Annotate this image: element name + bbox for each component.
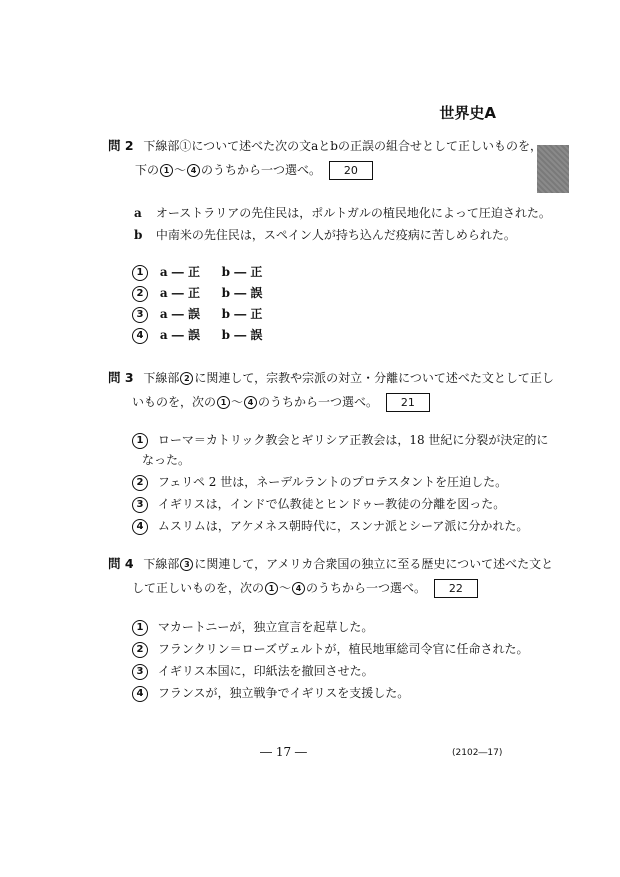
- circled-number: 1: [217, 396, 230, 409]
- circled-number: 1: [160, 164, 173, 177]
- statement-text: オーストラリアの先住民は，ポルトガルの植民地化によって圧迫された。: [155, 206, 551, 220]
- q3-options: [132, 430, 548, 536]
- answer-box-21[interactable]: 21: [386, 393, 430, 412]
- option-a-value: a ― 正: [159, 286, 200, 300]
- circled-number: 4: [292, 582, 305, 595]
- q2-option-2[interactable]: [132, 283, 262, 303]
- circled-number: 2: [132, 475, 148, 491]
- q3-line2-pre: いものを，次の: [132, 395, 217, 409]
- range-separator: 〜: [174, 163, 187, 177]
- option-b-value: b ― 正: [221, 265, 263, 279]
- circled-number: 2: [132, 642, 148, 658]
- circled-number: 4: [132, 519, 148, 535]
- subject-title: 世界史A: [439, 104, 496, 122]
- q4-line1-post: に関連して，アメリカ合衆国の独立に至る歴史について述べた文と: [194, 557, 554, 571]
- circled-number: 1: [132, 620, 148, 636]
- question-3-line-1: [108, 368, 554, 388]
- option-text: イギリスは，インドで仏教徒とヒンドゥー教徒の分離を図った。: [157, 497, 506, 511]
- circled-number: 3: [132, 497, 148, 513]
- circled-number: 3: [180, 558, 193, 571]
- circled-number: 4: [187, 164, 200, 177]
- option-b-value: b ― 誤: [221, 328, 263, 342]
- option-text: イギリス本国に，印紙法を撤回させた。: [157, 664, 374, 678]
- question-3: [108, 368, 554, 412]
- q3-option-3[interactable]: [132, 494, 548, 514]
- q3-option-2[interactable]: [132, 472, 548, 492]
- option-text: ローマ＝カトリック教会とギリシア正教会は，18 世紀に分裂が決定的に: [157, 433, 549, 447]
- q3-option-1[interactable]: [132, 430, 548, 450]
- option-a-value: a ― 誤: [159, 307, 200, 321]
- option-text: フェリペ 2 世は，ネーデルラントのプロテスタントを圧迫した。: [157, 475, 508, 489]
- circled-number: 4: [244, 396, 257, 409]
- question-2-text-1: 下線部①について述べた次の文aとbの正誤の組合せとして正しいものを，: [143, 139, 542, 153]
- q2-option-1[interactable]: [132, 262, 262, 282]
- q3-line2-post: のうちから一つ選べ。: [258, 395, 379, 409]
- question-4-line-1: [108, 554, 553, 574]
- q2-statements: [134, 203, 551, 245]
- circled-number: 4: [132, 686, 148, 702]
- q2-line2-pre: 下の: [135, 163, 160, 177]
- statement-key: a: [134, 206, 142, 220]
- q2-line2-post: のうちから一つ選べ。: [201, 163, 322, 177]
- q4-line2-post: のうちから一つ選べ。: [306, 581, 427, 595]
- circled-number: 3: [132, 307, 148, 323]
- question-3-label: 問 3: [108, 370, 134, 385]
- q3-line1-pre: 下線部: [143, 371, 180, 385]
- statement-a: [134, 203, 551, 223]
- q4-options: [132, 617, 529, 703]
- answer-box-20[interactable]: 20: [329, 161, 373, 180]
- circled-number: 2: [180, 372, 193, 385]
- option-text: フランクリン＝ローズヴェルトが，植民地軍総司令官に任命された。: [157, 642, 529, 656]
- circled-number: 1: [265, 582, 278, 595]
- circled-number: 3: [132, 664, 148, 680]
- range-separator: 〜: [279, 581, 292, 595]
- q3-line1-post: に関連して，宗教や宗派の対立・分離について述べた文として正し: [194, 371, 554, 385]
- option-b-value: b ― 誤: [221, 286, 263, 300]
- circled-number: 2: [132, 286, 148, 302]
- question-4-label: 問 4: [108, 556, 134, 571]
- option-text: マカートニーが，独立宣言を起草した。: [157, 620, 374, 634]
- circled-number: 1: [132, 265, 148, 281]
- question-4: [108, 554, 553, 598]
- option-text-continued: なった。: [142, 453, 191, 467]
- option-text: ムスリムは，アケメネス朝時代に，スンナ派とシーア派に分かれた。: [157, 519, 529, 533]
- q2-option-4[interactable]: [132, 325, 262, 345]
- statement-key: b: [134, 228, 143, 242]
- question-3-line-2: [132, 392, 554, 412]
- q4-line1-pre: 下線部: [143, 557, 180, 571]
- statement-text: 中南米の先住民は，スペイン人が持ち込んだ疫病に苦しめられた。: [155, 228, 516, 242]
- q4-line2-pre: して正しいものを，次の: [132, 581, 265, 595]
- q4-option-2[interactable]: [132, 639, 529, 659]
- exam-code: (2102―17): [452, 748, 503, 758]
- question-2-line-1: [108, 136, 542, 156]
- q4-option-3[interactable]: [132, 661, 529, 681]
- option-a-value: a ― 正: [159, 265, 200, 279]
- answer-box-22[interactable]: 22: [434, 579, 478, 598]
- option-b-value: b ― 正: [221, 307, 263, 321]
- circled-number: 1: [132, 433, 148, 449]
- q4-option-4[interactable]: [132, 683, 529, 703]
- option-text: フランスが，独立戦争でイギリスを支援した。: [157, 686, 410, 700]
- range-separator: 〜: [231, 395, 244, 409]
- option-a-value: a ― 誤: [159, 328, 200, 342]
- question-4-line-2: [132, 578, 553, 598]
- question-2-label: 問 2: [108, 138, 134, 153]
- q3-option-4[interactable]: [132, 516, 548, 536]
- question-2: [108, 136, 542, 180]
- statement-b: [134, 225, 551, 245]
- q3-option-1-cont: [142, 450, 548, 470]
- circled-number: 4: [132, 328, 148, 344]
- page-number: ― 17 ―: [260, 745, 307, 759]
- q4-option-1[interactable]: [132, 617, 529, 637]
- q2-options: [132, 262, 262, 345]
- q2-option-3[interactable]: [132, 304, 262, 324]
- question-2-line-2: [135, 160, 542, 180]
